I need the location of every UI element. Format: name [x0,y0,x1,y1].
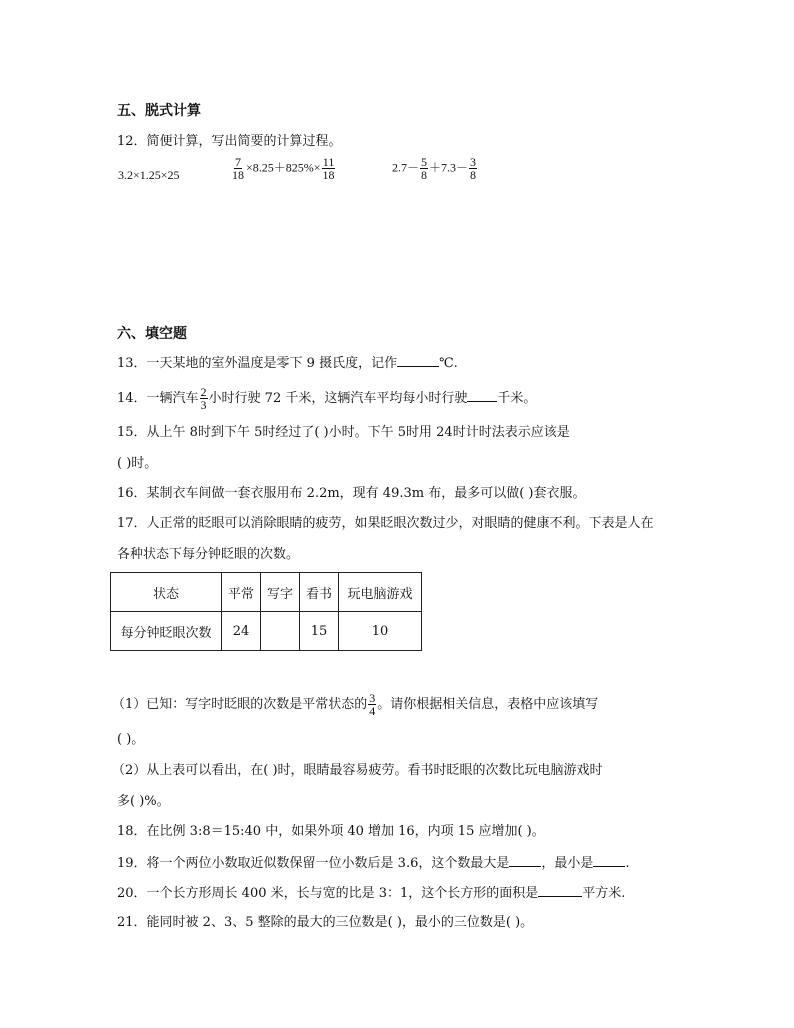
answer-blank[interactable] [538,884,582,897]
fraction: $\frac{7}{18}$ [232,155,244,182]
q17-sub-1: （1）已知：写字时眨眼的次数是平常状态的 $\frac{3}{4}$ 。请你根据相关信息，表格中应该填写 [112,691,599,718]
q17-sub-1-line-2: ( )。 [117,732,145,747]
q15-line-1: 15．从上午 8时到下午 5时经过了( )小时。下午 5时用 24时计时法表示应该是 [117,425,570,440]
table-row [111,612,422,651]
table-cell-blank[interactable] [261,612,300,651]
fraction: $\frac{3}{4}$ [369,691,376,718]
table-cell: 状态 [111,573,222,612]
answer-blank[interactable] [397,354,439,367]
q17-sub-2-line-1: （2）从上表可以看出，在( )时，眼睛最容易疲劳。看书时眨眼的次数比玩电脑游戏时 [112,763,603,778]
blink-rate-table [110,572,422,651]
fraction: $\frac{2}{3}$ [200,385,207,412]
table-cell: 每分钟眨眼次数 [111,612,222,651]
q12-prompt: 12．简便计算，写出简要的计算过程。 [117,134,342,149]
q12-expr-3: 2.7－ $\frac{5}{8}$ ＋7.3－ $\frac{3}{8}$ [392,155,477,182]
q17-sub-2-line-2: 多( )%。 [117,794,170,809]
q13: 13．一天某地的室外温度是零下 9 摄氏度，记作 ℃. [117,356,458,371]
section-5-title: 五、脱式计算 [117,103,201,119]
q18: 18．在比例 3:8＝15:40 中，如果外项 40 增加 16，内项 15 应增加( )。 [117,824,545,839]
answer-blank[interactable] [593,854,625,867]
table-cell: 写字 [261,573,300,612]
table-cell: 24 [222,612,261,651]
table-cell: 15 [300,612,339,651]
table-cell: 平常 [222,573,261,612]
q21: 21．能同时被 2、3、5 整除的最大的三位数是( )，最小的三位数是( )。 [117,915,534,930]
fraction: $\frac{5}{8}$ [421,155,428,182]
q12-expr-1: 3.2×1.25×25 [118,168,180,182]
section-6-title: 六、填空题 [117,326,187,342]
answer-blank[interactable] [467,389,497,402]
q17-line-1: 17．人正常的眨眼可以消除眼睛的疲劳，如果眨眼次数过少，对眼睛的健康不利。下表是人在 [117,516,654,531]
q12-expr-2: $\frac{7}{18}$ ×8.25＋825%× $\frac{11}{18}$ [232,155,335,182]
q15-line-2: ( )时。 [117,456,158,471]
table-cell: 10 [339,612,422,651]
q17-line-2: 各种状态下每分钟眨眼的次数。 [117,547,300,562]
table-header-row [111,573,422,612]
q16: 16．某制衣车间做一套衣服用布 2.2m，现有 49.3m 布，最多可以做( )套衣服。 [117,486,586,501]
q20: 20．一个长方形周长 400 米，长与宽的比是 3：1，这个长方形的面积是 平方米. [117,886,626,901]
fraction: $\frac{11}{18}$ [322,155,335,182]
table-cell: 看书 [300,573,339,612]
q19: 19．将一个两位小数取近似数保留一位小数后是 3.6，这个数最大是 ，最小是 . [117,856,630,871]
answer-blank[interactable] [509,854,541,867]
fraction: $\frac{3}{8}$ [470,155,477,182]
q14: 14．一辆汽车 $\frac{2}{3}$ 小时行驶 72 千米，这辆汽车平均每小时行驶 千米。 [117,385,537,412]
table-cell: 玩电脑游戏 [339,573,422,612]
